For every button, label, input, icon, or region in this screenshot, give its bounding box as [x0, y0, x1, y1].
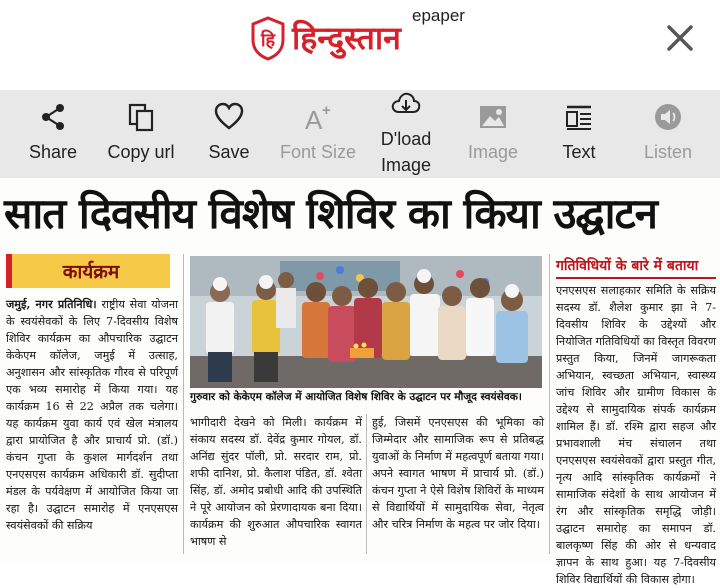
article-column-2: भागीदारी देखने को मिली। कार्यक्रम में संकाय सदस्य डॉ. देवेंद्र कुमार गोयल, डॉ. अनिंद्य सुंदर पॉली, प्रो. सरदार राम, प्रो. शफी दानिश, प्रो. कैलाश पंडित, डॉ. श्वेता सिंह, डॉ. अमोद प्रबोधी आदि की उपस्थिति ने पूरे आयोजन को प्रेरणादायक बना दिया। कार्यक्रम की शुरुआत औपचारिक स्वागत भाषण से	[190, 416, 362, 548]
font-size-button[interactable]	[276, 90, 360, 178]
image-label: Image	[467, 142, 519, 162]
action-toolbar	[0, 90, 720, 178]
article-photo	[190, 256, 542, 388]
side-heading: गतिविधियों के बारे में बताया	[556, 256, 716, 279]
logo-badge-letter: हि	[260, 30, 276, 51]
app-header	[0, 0, 720, 90]
download-icon	[391, 90, 421, 120]
copy-url-button[interactable]	[100, 90, 182, 178]
font-size-icon	[303, 102, 333, 135]
download-image-label: D'load Image	[380, 129, 432, 175]
share-label: Share	[28, 142, 78, 162]
copy-url-label: Copy url	[107, 142, 175, 162]
hindustan-logo	[250, 16, 401, 60]
text-icon	[564, 102, 594, 132]
article-column-1-text: राष्ट्रीय सेवा योजना के स्वयंसेवकों के लिए 7-दिवसीय विशेष शिविर कार्यक्रम का औपचारिक उद्घाटन केकेएम कॉलेज, जमुई में उत्साह, अनुशासन और सांस्कृतिक गौरव से परिपूर्ण एक भव्य समारोह में किया गया। यह कार्यक्रम 16 से 22 अप्रैल तक चलेगा। यह कार्यक्रम युवा कार्य एवं खेल मंत्रालय द्वारा प्रायोजित है और प्राचार्य प्रो. (डॉ.) कंचन गुप्ता के कुशल मार्गदर्शन तथा एनएसएस कार्यक्रम अधिकारी डॉ. सुदीप्ता मंडल के पर्यवेक्षण में आयोजित किया जा रहा है। उद्घाटन समारोह में एनएसएस स्वयंसेवकों की सक्रिय	[6, 298, 178, 532]
image-icon	[478, 102, 508, 132]
copy-icon	[126, 102, 156, 132]
logo-badge-icon	[250, 16, 286, 60]
image-button[interactable]	[458, 90, 528, 178]
column-divider	[183, 254, 184, 554]
save-button[interactable]	[196, 90, 262, 178]
share-button[interactable]	[14, 90, 92, 178]
share-icon	[38, 102, 68, 132]
article-dateline: जमुई, नगर प्रतिनिधि।	[6, 297, 97, 311]
close-icon[interactable]	[660, 18, 700, 58]
speaker-icon	[653, 102, 683, 132]
svg-text:+: +	[322, 102, 331, 119]
logo-text: हिन्दुस्तान	[292, 19, 401, 57]
epaper-label: epaper	[412, 6, 465, 25]
section-tag	[6, 254, 170, 288]
section-tag-label: कार्यक्रम	[62, 261, 120, 283]
download-image-button[interactable]	[370, 90, 442, 178]
article-headline: सात दिवसीय विशेष शिविर का किया उद्घाटन	[4, 189, 657, 238]
text-button[interactable]	[546, 90, 612, 178]
photo-caption: गुरुवार को केकेएम कॉलेज में आयोजित विशेष शिविर के उद्घाटन पर मौजूद स्वयंसेवक।	[190, 391, 522, 403]
article-column-1	[6, 296, 178, 534]
column-divider	[549, 254, 550, 554]
column-divider	[366, 414, 367, 554]
save-label: Save	[208, 142, 250, 162]
heart-icon	[214, 102, 244, 132]
article-column-3: हुई, जिसमें एनएसएस की भूमिका को जिम्मेदार और सामाजिक रूप से प्रतिबद्ध युवाओं के निर्माण में महत्वपूर्ण बताया गया। अपने स्वागत भाषण में प्राचार्य प्रो. (डॉ.) कंचन गुप्ता ने ऐसे विशेष शिविरों के माध्यम से विद्यार्थियों में सामुदायिक सेवा, नेतृत्व और चरित्र निर्माण के महत्व पर जोर दिया।	[372, 416, 544, 531]
font-size-label: Font Size	[279, 142, 357, 162]
svg-text:A: A	[305, 105, 323, 135]
listen-label: Listen	[643, 142, 693, 162]
news-clipping	[0, 178, 720, 586]
listen-button[interactable]	[634, 90, 702, 178]
article-column-4: एनएसएस सलाहकार समिति के सक्रिय सदस्य डॉ. शैलेश कुमार झा ने 7-दिवसीय शिविर के उद्देश्यों और नियोजित गतिविधियों का विस्तृत विवरण प्रस्तुत किया, जिनमें जागरूकता अभियान, स्वच्छता अभियान, स्वास्थ्य जांच शिविर और ग्रामीण विकास के उद्देश्य से सामुदायिक संपर्क कार्यक्रम शामिल हैं। डॉ. रश्मि द्वारा सहज और प्रभावशाली मंच संचालन तथा एनएसएस स्वयंसेवकों द्वारा प्रस्तुत गीत, नृत्य आदि सांस्कृतिक कार्यक्रमों ने सामाजिक संदेशों के साथ आयोजन में रंग और सांस्कृतिक समृद्धि जोड़ी। उद्घाटन समारोह का समापन डॉ. बालकृष्ण सिंह की ओर से धन्यवाद ज्ञापन के साथ हुआ। यह 7-दिवसीय शिविर विद्यार्थियों की विकास होगा।	[556, 284, 716, 586]
text-label: Text	[562, 142, 596, 162]
